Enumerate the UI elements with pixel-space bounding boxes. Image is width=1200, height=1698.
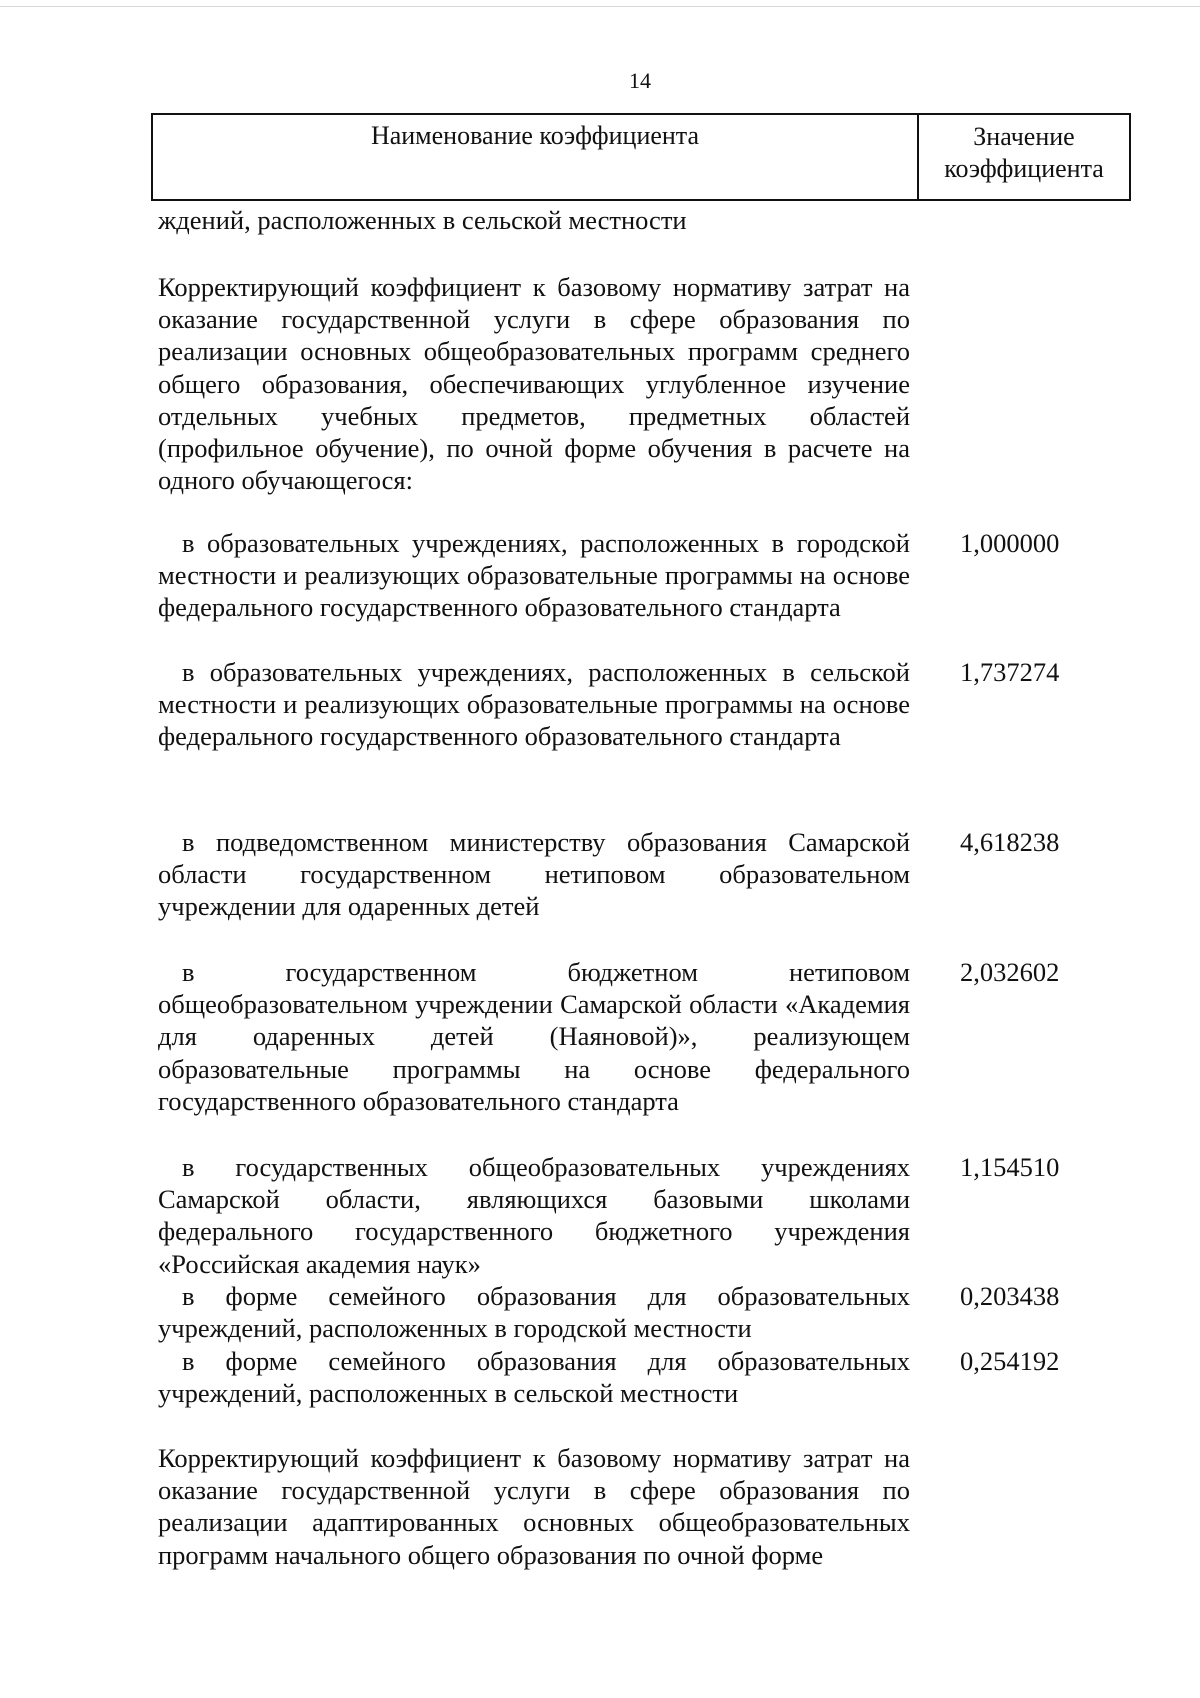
page-number: 14 <box>629 68 651 93</box>
coefficient-item-text: в подведомственном министерству образования Самарской области государственном нетиповом образовательном учреждении для одаренных детей <box>158 827 910 922</box>
coefficient-item-value: 4,618238 <box>960 827 1060 857</box>
column-header-name: Наименование коэффициента <box>153 115 919 199</box>
coefficient-item-text: в образовательных учреждениях, расположенных в городской местности и реализующих образовательные программы на основе федерального государственного образовательного стандарта <box>158 528 910 623</box>
coefficient-item-text: в государственном бюджетном нетиповом общеобразовательном учреждении Самарской области «Академия для одаренных детей (Наяновой)», реализующем образовательные программы на основе федерального государственного образовательного стандарта <box>158 957 910 1116</box>
scan-border-line <box>0 6 1200 7</box>
coefficient-item-text: в образовательных учреждениях, расположенных в сельской местности и реализующих образовательные программы на основе федерального государственного образовательного стандарта <box>158 657 910 752</box>
section-heading-2: Корректирующий коэффициент к базовому нормативу затрат на оказание государственной услуги в сфере образования по реализации адаптированных основных общеобразовательных программ начального общего образования по очной форме <box>158 1443 910 1570</box>
column-header-value-line1: Значение <box>973 122 1075 151</box>
coefficient-item-value: 1,000000 <box>960 528 1060 558</box>
coefficient-item-value: 0,203438 <box>960 1281 1060 1311</box>
coefficient-item-value: 0,254192 <box>960 1346 1060 1376</box>
coefficient-item-text: в государственных общеобразовательных учреждениях Самарской области, являющихся базовыми школами федерального государственного бюджетного учреждения «Российская академия наук» <box>158 1152 910 1279</box>
column-header-value-line2: коэффициента <box>944 154 1104 183</box>
column-header-value <box>919 115 1129 199</box>
coefficient-item-text: в форме семейного образования для образовательных учреждений, расположенных в городской местности <box>158 1281 910 1344</box>
continuation-text: ждений, расположенных в сельской местности <box>158 205 687 235</box>
section-heading-1: Корректирующий коэффициент к базовому нормативу затрат на оказание государственной услуги в сфере образования по реализации основных общеобразовательных программ среднего общего образования, обеспечивающих углубленное изучение отдельных учебных предметов, предметных областей (профильное обучение), по очной форме обучения в расчете на одного обучающегося: <box>158 272 910 496</box>
coefficient-item-value: 1,154510 <box>960 1152 1060 1182</box>
coefficient-item-value: 2,032602 <box>960 957 1060 987</box>
coefficient-item-text: в форме семейного образования для образовательных учреждений, расположенных в сельской местности <box>158 1346 910 1409</box>
table-header <box>151 113 1131 201</box>
coefficient-item-value: 1,737274 <box>960 657 1060 687</box>
